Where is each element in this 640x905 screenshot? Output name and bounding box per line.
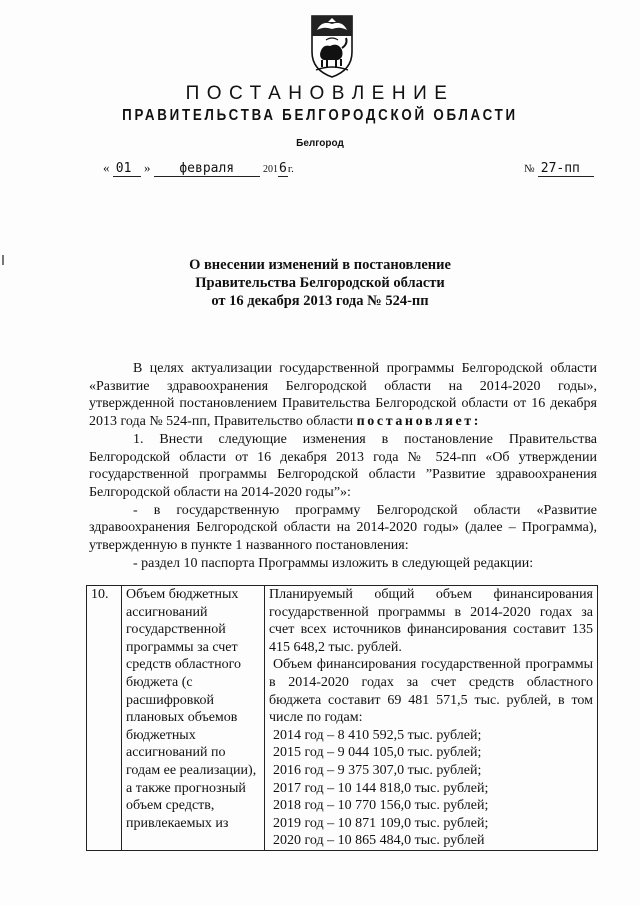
row-label: Объем бюджетных ассигнований государственной программы за счет средств областного бюджета (с расшифровкой плановых объемов бюджетных ассигнований по годам ее реализации), а также прогнозный объем средств, привлекаемых из	[122, 586, 265, 851]
document-body	[89, 360, 597, 572]
total-financing-text: Планируемый общий объем финансирования государственной программы в 2014-2020 годах за счет всех источников финансирования составит 135 415 648,2 тыс. рублей.	[269, 587, 593, 655]
coat-of-arms-icon	[308, 12, 356, 80]
city-name: Белгород	[296, 138, 344, 149]
resolves-word: постановляет:	[356, 414, 482, 430]
paragraph-item-1: 1. Внести следующие изменения в постановление Правительства Белгородской области от 16 декабря 2013 года № 524-пп «Об утверждении государственной программы Белгородской области ”Развитие здравоохранения Белгородской области на 2014-2020 годы”»:	[89, 431, 597, 500]
title-line-2: Правительства Белгородской области	[195, 275, 445, 291]
list-item: 2017 год – 10 144 818,0 тыс. рублей;	[273, 780, 489, 796]
date-day: 01	[113, 161, 141, 177]
document-date	[103, 160, 294, 177]
date-open-quote: «	[103, 160, 110, 175]
document-type: ПОСТАНОВЛЕНИЕ	[185, 83, 455, 104]
row-content	[265, 586, 598, 851]
title-line-3: от 16 декабря 2013 года № 524-пп	[211, 293, 429, 309]
regional-budget-text: Объем финансирования государственной программы в 2014-2020 годах за счет средств областного бюджета составит 69 481 571,5 тыс. рублей, в том числе по годам:	[269, 657, 593, 726]
paragraph-section-10: - раздел 10 паспорта Программы изложить в следующей редакции:	[133, 555, 534, 571]
document-number	[524, 160, 594, 177]
list-item: 2016 год – 9 375 307,0 тыс. рублей;	[273, 762, 482, 778]
date-month: февраля	[154, 161, 260, 177]
date-year-prefix: 201	[263, 164, 278, 175]
list-item: 2015 год – 9 044 105,0 тыс. рублей;	[273, 745, 482, 761]
number-label: №	[524, 163, 535, 175]
number-value: 27-пп	[538, 161, 594, 177]
list-item: 2020 год – 10 865 484,0 тыс. рублей	[273, 833, 485, 849]
list-item: 2018 год – 10 770 156,0 тыс. рублей;	[273, 798, 489, 814]
yearly-amounts-list	[269, 727, 593, 850]
list-item: 2014 год – 8 410 592,5 тыс. рублей;	[273, 727, 482, 743]
document-title	[0, 256, 640, 310]
scan-edge-mark	[2, 255, 4, 265]
preamble-text: В целях актуализации государственной программы Белгородской области «Развитие здравоохранения Белгородской области на 2014-2020 годы», утвержденной постановлением Правительства Белгородской области от 16 декабря 2013 года № 524-пп, Правительство области	[89, 361, 597, 430]
date-close-quote: »	[144, 160, 151, 175]
paragraph-program: - в государственную программу Белгородской области «Развитие здравоохранения Белгородской области на 2014-2020 годы» (далее – Программа), утвержденную в пункте 1 названного постановления:	[89, 502, 597, 554]
title-line-1: О внесении изменений в постановление	[189, 257, 451, 273]
table-row	[87, 586, 598, 851]
list-item: 2019 год – 10 871 109,0 тыс. рублей;	[273, 815, 489, 831]
date-year-suffix: 6	[279, 161, 287, 176]
row-number: 10.	[87, 586, 122, 851]
paragraph-preamble	[89, 360, 597, 431]
issuing-authority: ПРАВИТЕЛЬСТВА БЕЛГОРОДСКОЙ ОБЛАСТИ	[122, 107, 518, 124]
date-year-end: г.	[287, 163, 294, 175]
passport-table	[86, 585, 598, 851]
